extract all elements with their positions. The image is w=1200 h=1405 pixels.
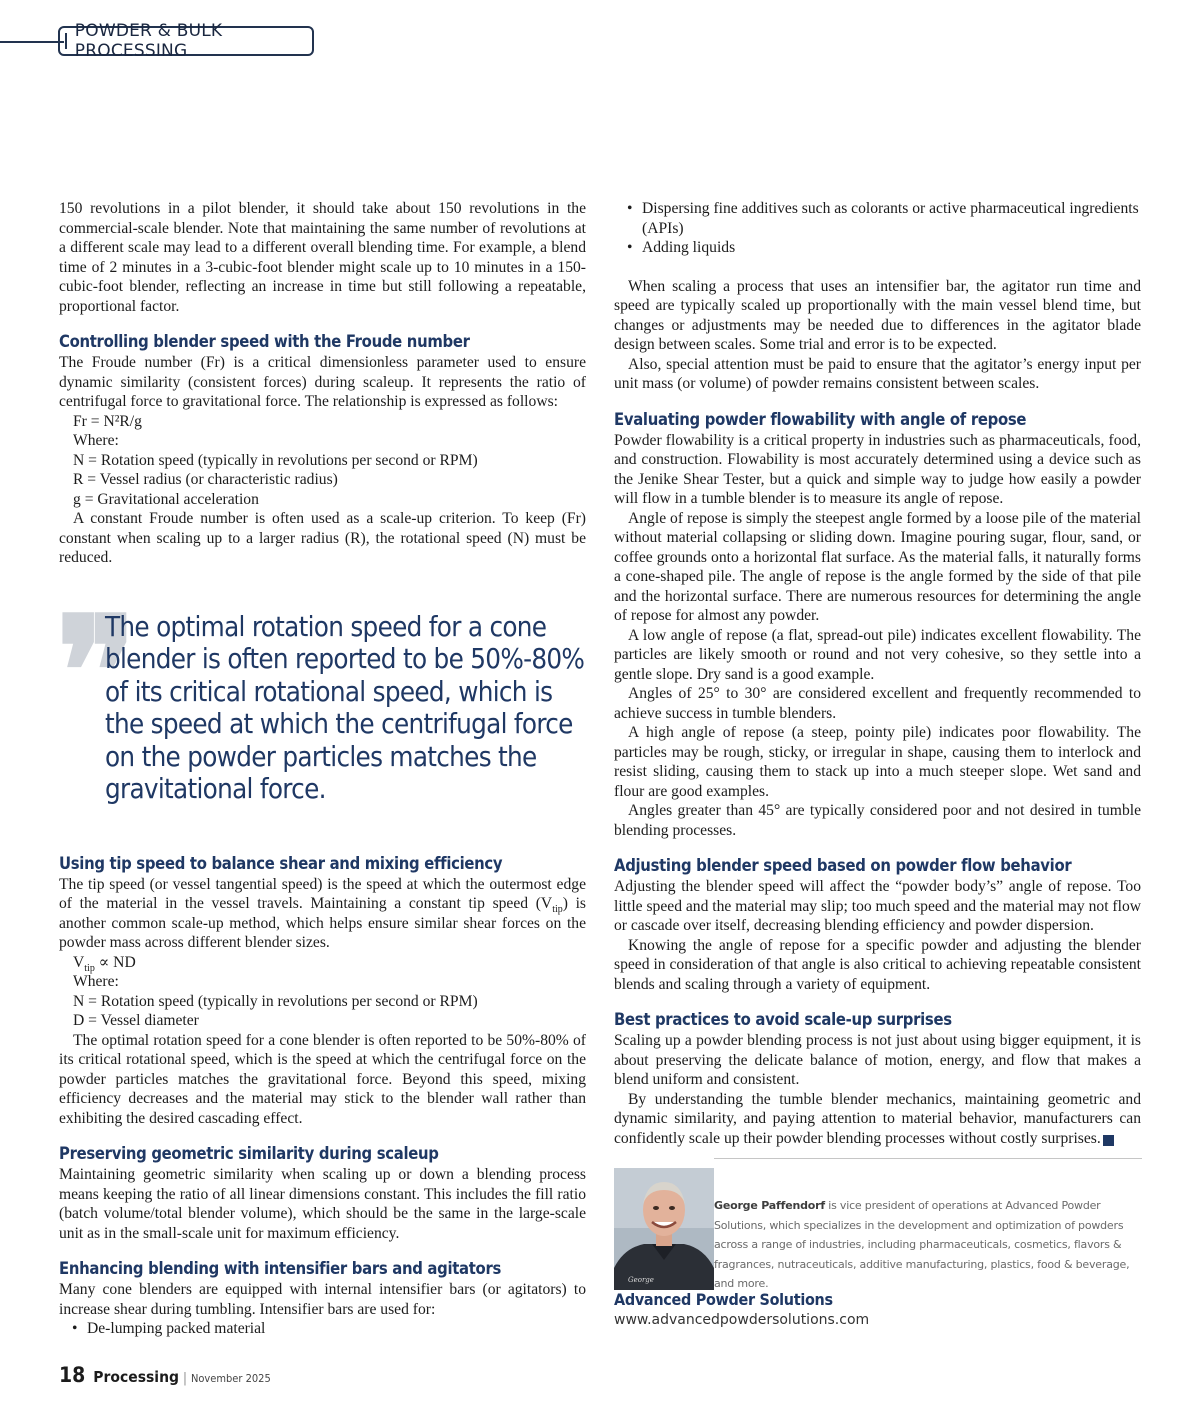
magazine-name: Processing <box>93 1368 179 1386</box>
header-rule <box>0 41 64 43</box>
left-column <box>56 199 586 1339</box>
froude-paragraph: The Froude number (Fr) is a critical dimensionless parameter used to ensure dynamic similarity (consistent forces) during scaleup. It represents the ratio of centrifugal force to gravitational force. The relationship is expressed as follows: <box>59 354 586 410</box>
page-number: 18 <box>59 1363 86 1387</box>
tip-speed-def-n: N = Rotation speed (typically in revolutions per second or RPM) <box>73 992 478 1010</box>
flowability-p6: Angles greater than 45° are typically considered poor and not desired in tumble blending processes. <box>614 802 1141 839</box>
equation-sub: tip <box>84 962 95 974</box>
intensifier-paragraph-3: Also, special attention must be paid to ensure that the agitator’s energy input per unit mass (or volume) of powder remains consistent between scales. <box>614 355 1141 392</box>
bio-rule <box>714 1158 1142 1159</box>
flowability-p3: A low angle of repose (a flat, spread-out pile) indicates excellent flowability. The particles are likely smooth or round and not very cohesive, so they settle into a gentle slope. Dry sand is a good example. <box>614 626 1141 683</box>
quote-mark-icon: ❞ <box>56 583 137 760</box>
best-practices-heading: Best practices to avoid scale-up surprises <box>614 1010 952 1029</box>
end-mark-icon: PR <box>1103 1135 1114 1146</box>
intensifier-list-continued <box>614 199 1141 258</box>
tip-speed-text-2: ) is another common scale-up method, which helps ensure similar shear forces on the powder mass across different blender sizes. <box>59 895 586 951</box>
intro-paragraph: 150 revolutions in a pilot blender, it should take about 150 revolutions in the commercial-scale blender. Note that maintaining the same number of revolutions at a different scale may lead to a different overall blending time. For example, a blend time of 2 minutes in a 3-cubic-foot blender might scale up to 10 minutes in a 150-cubic-foot blender, reflecting an increase in time but still following a repeatable, proportional factor. <box>59 200 586 315</box>
froude-heading: Controlling blender speed with the Froude number <box>59 332 470 351</box>
flowability-p1: Powder flowability is a critical property in industries such as pharmaceuticals, food, and construction. Flowability is most accurately determined using a device such as the Jenike Shear Tester, but a quick and simple way to judge how easily a powder will flow in a tumble blender is to measure its angle of repose. <box>614 431 1141 507</box>
equation-v: V <box>73 953 85 971</box>
right-column <box>614 199 1141 1148</box>
tip-speed-where: Where: <box>73 973 119 990</box>
footer-separator: | <box>183 1371 187 1386</box>
tip-speed-paragraph-2: The optimal rotation speed for a cone blender is often reported to be 50%-80% of its critical rotational speed, which is the speed at which the centrifugal force on the powder particles matches the gravitational force. Beyond this speed, mixing efficiency decreases and the material may stick to the blender wall rather than exhibiting the desired cascading effect. <box>59 1031 586 1127</box>
intensifier-heading: Enhancing blending with intensifier bars and agitators <box>59 1259 502 1278</box>
froude-equation: Fr = N²R/g <box>73 412 142 430</box>
flowability-heading: Evaluating powder flowability with angle of repose <box>614 409 1027 429</box>
intensifier-paragraph: Many cone blenders are equipped with internal intensifier bars (or agitators) to increase shear during tumbling. Intensifier bars are used for: <box>59 1281 586 1318</box>
tip-speed-def-d: D = Vessel diameter <box>73 1012 199 1029</box>
page-footer <box>59 1363 271 1387</box>
best-practices-p2-text: By understanding the tumble blender mechanics, maintaining geometric and dynamic similarity, and paying attention to material behavior, manufacturers can confidently scale up their powder blending processes without costly surprises. <box>614 1090 1141 1147</box>
author-portrait <box>614 1168 714 1290</box>
author-name: George Paffendorf <box>714 1199 825 1212</box>
froude-def-g: g = Gravitational acceleration <box>73 490 259 508</box>
tip-speed-heading: Using tip speed to balance shear and mixing efficiency <box>59 853 503 873</box>
bio-text <box>714 1196 1142 1294</box>
author-bio <box>614 1160 1142 1290</box>
pull-quote <box>56 583 586 805</box>
list-item: • Adding liquids <box>642 238 1141 258</box>
geometric-heading: Preserving geometric similarity during scaleup <box>59 1144 439 1163</box>
flowability-p4: Angles of 25° to 30° are considered excellent and frequently recommended to achieve success in tumble blenders. <box>614 685 1141 722</box>
froude-def-r: R = Vessel radius (or characteristic radius) <box>73 471 338 488</box>
tip-subscript: tip <box>552 904 563 916</box>
adjusting-p1: Adjusting the blender speed will affect the “powder body’s” angle of repose. Too little speed and the material may slip; too much speed and the material may not flow or cascade over itself, decreasing blending efficiency and powder dispersion. <box>614 878 1142 934</box>
tip-speed-equation <box>73 953 586 973</box>
author-description: is vice president of operations at Advanced Powder Solutions, which specializes in the development and optimization of powders across a range of industries, including pharmaceuticals, cosmetics, flavors & fragrances, nutraceuticals, additive manufacturing, plastics, food & beverage, and more. <box>714 1199 1130 1290</box>
flowability-p2: Angle of repose is simply the steepest angle formed by a loose pile of the material without material collapsing or sliding down. Imagine pouring sugar, flour, sand, or coffee grounds onto a horizontal flat surface. As the material falls, it naturally forms a cone-shaped pile. The angle of repose is the angle formed by the side of that pile and the horizontal surface. There are numerous resources for determining the angle of repose for almost any powder. <box>614 509 1141 624</box>
pull-quote-text: The optimal rotation speed for a cone blender is often reported to be 50%-80% of its critical rotational speed, which is the speed at which the centrifugal force on the powder particles matches the gravitational force. <box>105 610 585 805</box>
section-label: POWDER & BULK PROCESSING <box>74 21 223 61</box>
tip-speed-paragraph <box>59 875 586 953</box>
froude-where: Where: <box>73 432 119 449</box>
list-item: • De-lumping packed material <box>87 1319 586 1339</box>
best-practices-p1: Scaling up a powder blending process is not just about using bigger equipment, it is about preserving the delicate balance of motion, energy, and flow that makes a blend uniform and consistent. <box>614 1032 1141 1088</box>
organization-url[interactable]: www.advancedpowdersolutions.com <box>614 1312 870 1328</box>
issue-date: November 2025 <box>190 1372 271 1385</box>
shirt-logo: George <box>628 1276 654 1284</box>
intensifier-paragraph-2: When scaling a process that uses an intensifier bar, the agitator run time and speed are typically scaled up proportionally with the main vessel blend time, but changes or adjustments may be needed due to differences in the agitator blade design between scales. Some trial and error is to be expected. <box>614 277 1141 353</box>
best-practices-p2 <box>614 1090 1141 1149</box>
adjusting-heading: Adjusting blender speed based on powder flow behavior <box>614 856 1072 875</box>
list-item: • Dispersing fine additives such as colorants or active pharmaceutical ingredients (APIs) <box>642 199 1141 238</box>
tip-speed-text-1: The tip speed (or vessel tangential speed) is the speed at which the outermost edge of the material in the vessel travels. Maintaining a constant tip speed (V <box>59 875 586 912</box>
organization-name: Advanced Powder Solutions <box>614 1290 833 1309</box>
froude-def-n: N = Rotation speed (typically in revolutions per second or RPM) <box>73 451 478 469</box>
adjusting-p2: Knowing the angle of repose for a specific powder and adjusting the blender speed in consideration of that angle is also critical to achieving repeatable consistent blends and scaling through a variety of equipment. <box>614 936 1141 993</box>
froude-paragraph-2: A constant Froude number is often used as a scale-up criterion. To keep (Fr) constant when scaling up to a larger radius (R), the rotational speed (N) must be reduced. <box>59 510 586 566</box>
geometric-paragraph: Maintaining geometric similarity when scaling up or down a blending process means keeping the ratio of all linear dimensions constant. This includes the fill ratio (batch volume/total blender volume), which should be the same in the large-scale unit as in the small-scale unit for maximum efficiency. <box>59 1166 586 1242</box>
flowability-p5: A high angle of repose (a steep, pointy pile) indicates poor flowability. The particles may be rough, sticky, or irregular in shape, causing them to interlock and resist sliding, causing them to stack up into a much steeper slope. Wet sand and flour are good examples. <box>614 724 1141 800</box>
intensifier-list <box>59 1319 586 1339</box>
section-label-tab <box>58 21 314 61</box>
author-photo <box>614 1168 714 1290</box>
equation-rest: ∝ ND <box>94 953 136 971</box>
tab-divider <box>65 33 67 49</box>
